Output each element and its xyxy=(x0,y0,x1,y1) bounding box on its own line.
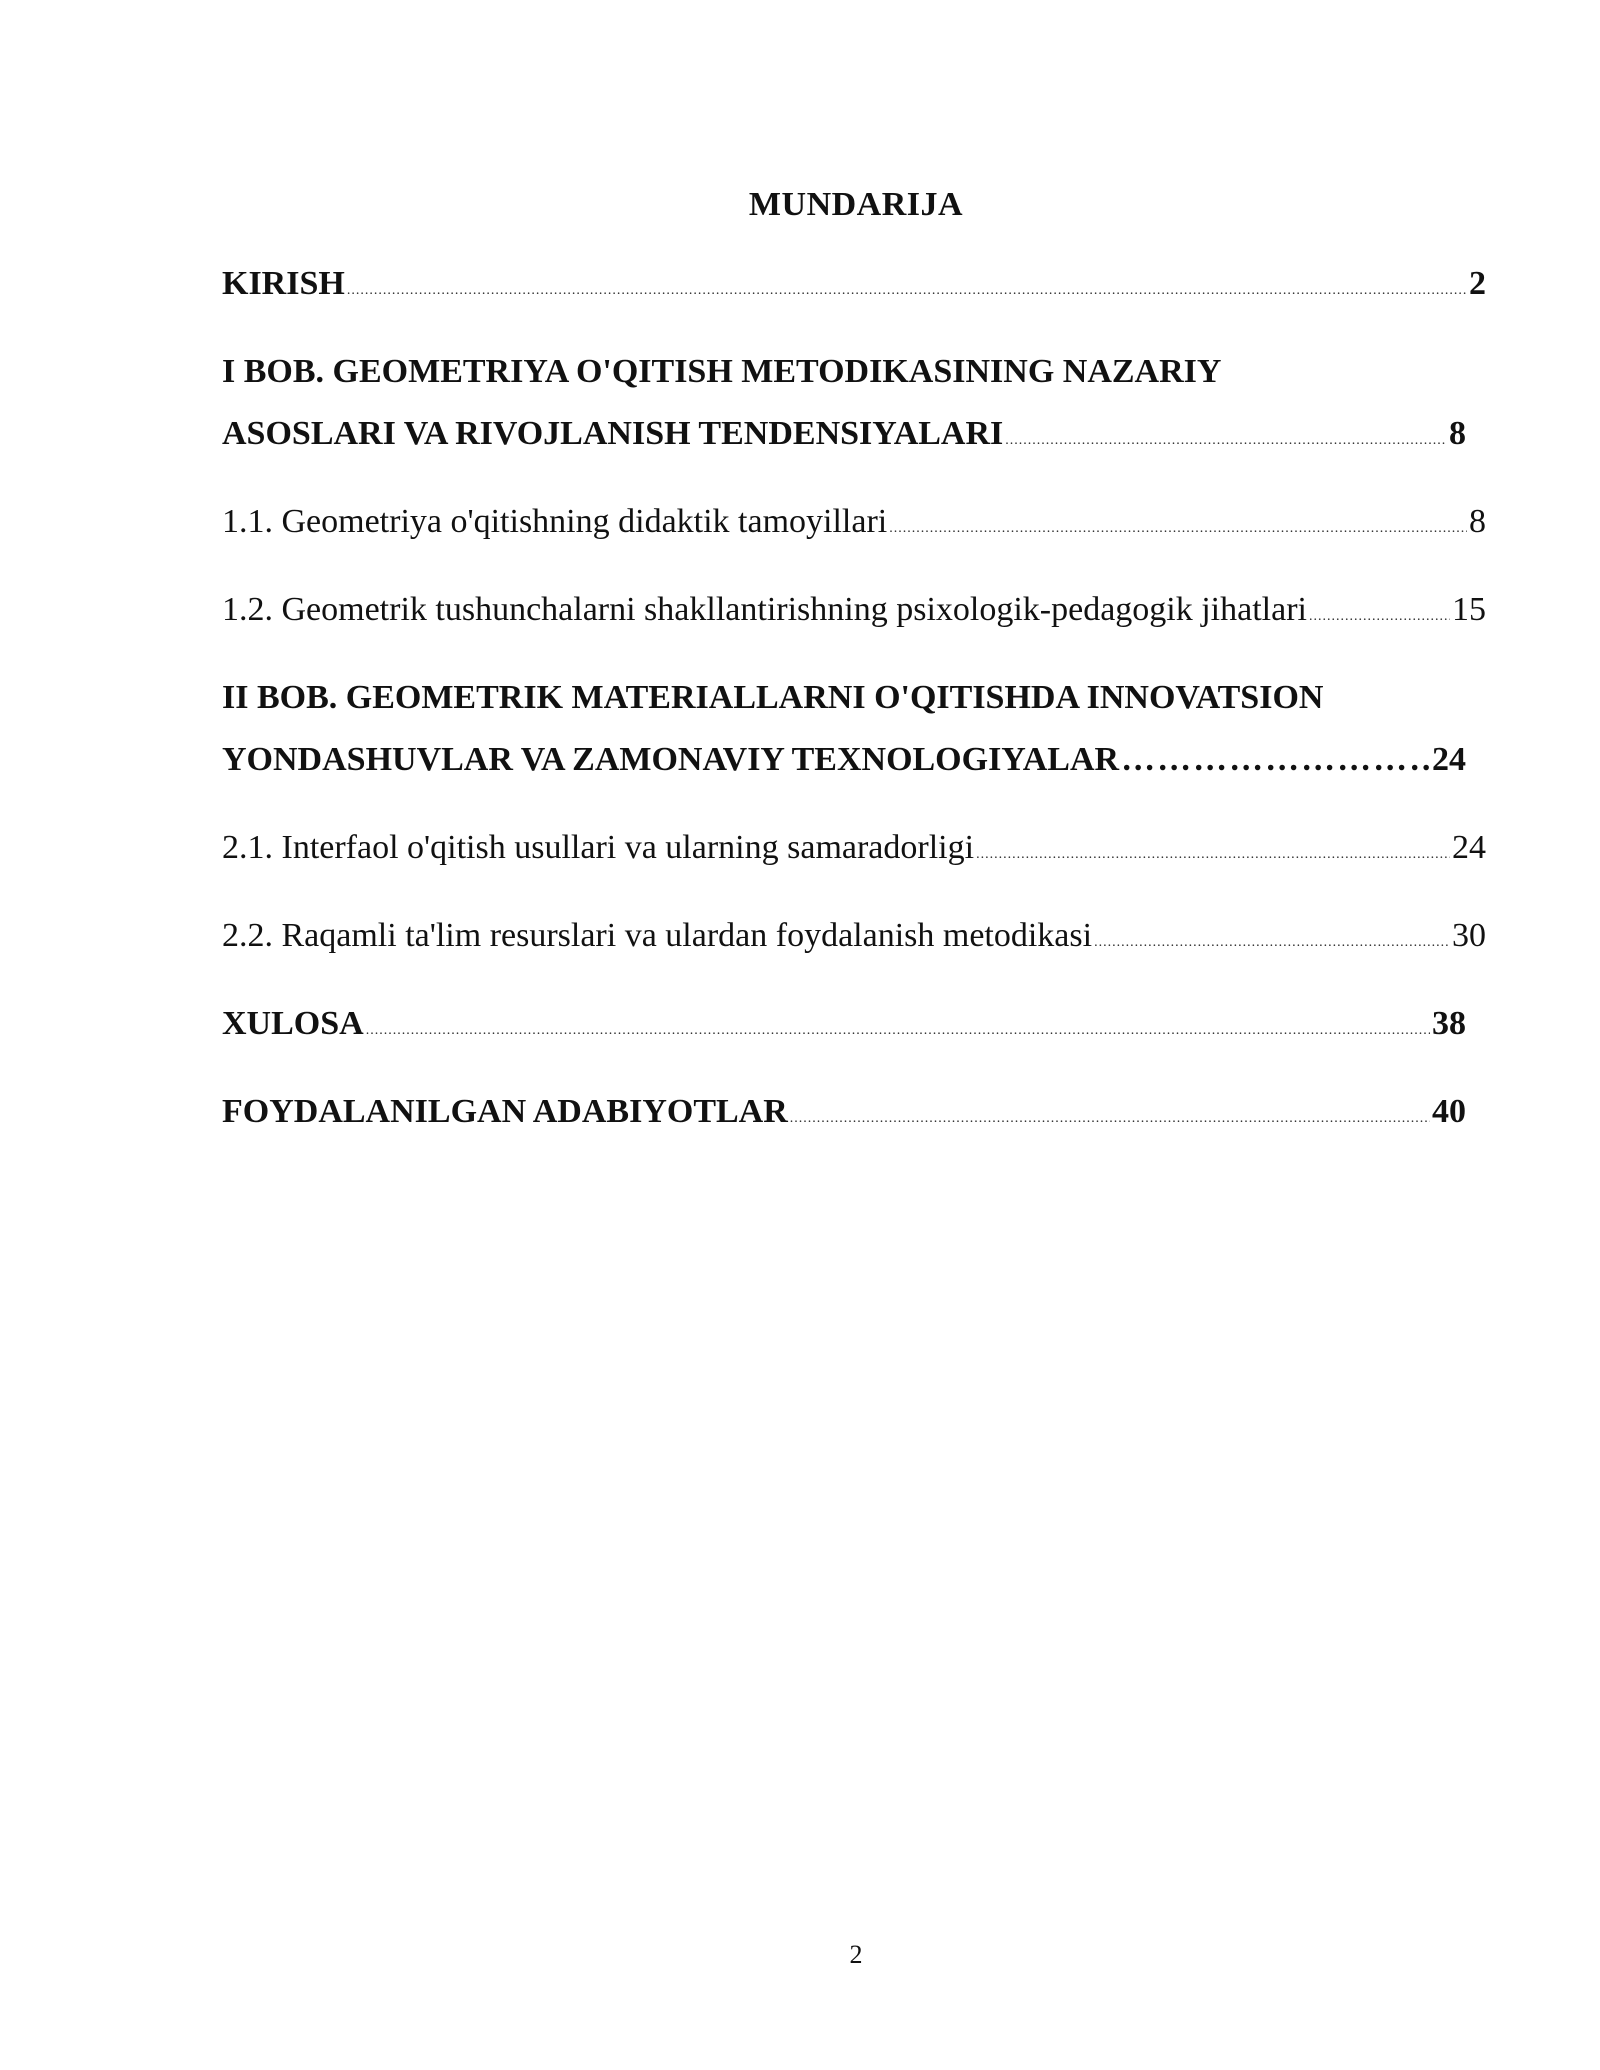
toc-entry-kirish[interactable] xyxy=(222,264,1486,311)
toc-entry-section-1-1[interactable] xyxy=(222,502,1486,549)
dot-leader xyxy=(366,1011,1430,1051)
toc-entry-title-line2: ASOSLARI VA RIVOJLANISH TENDENSIYALARI xyxy=(222,415,1004,452)
toc-page-number: 30 xyxy=(1452,917,1486,954)
toc-entry-section-2-2[interactable] xyxy=(222,916,1486,963)
toc-title: MUNDARIJA xyxy=(748,186,964,223)
toc-page-number: 2 xyxy=(1469,265,1486,302)
toc-entry-title: FOYDALANILGAN ADABIYOTLAR xyxy=(222,1093,788,1130)
toc-page-number: 8 xyxy=(1449,415,1466,452)
toc-page-number: 24 xyxy=(1452,829,1486,866)
dot-leader xyxy=(1121,740,1430,780)
toc-page-number: 15 xyxy=(1452,591,1486,628)
toc-entry-title: 1.1. Geometriya o'qitishning didaktik tamoyillari xyxy=(222,503,888,540)
toc-entry-title-line1: I BOB. GEOMETRIYA O'QITISH METODIKASINING NAZARIY xyxy=(222,353,1222,390)
toc-entry-chapter-1[interactable] xyxy=(222,352,1486,461)
toc-page-number: 8 xyxy=(1469,503,1486,540)
toc-entry-title-line2: YONDASHUVLAR VA ZAMONAVIY TEXNOLOGIYALAR xyxy=(222,741,1120,778)
dot-leader xyxy=(889,509,1467,549)
toc-entry-chapter-2[interactable] xyxy=(222,678,1486,780)
toc-page-number: 40 xyxy=(1432,1093,1466,1130)
toc-entry-section-1-2[interactable] xyxy=(222,590,1486,637)
dot-leader xyxy=(1094,923,1450,963)
toc-page-number: 24 xyxy=(1432,741,1466,778)
toc-entry-title: 2.2. Raqamli ta'lim resurslari va ulardan foydalanish metodikasi xyxy=(222,917,1093,954)
toc-entry-title: KIRISH xyxy=(222,265,345,302)
toc-entry-title-line1: II BOB. GEOMETRIK MATERIALLARNI O'QITISHDA INNOVATSION xyxy=(222,679,1324,716)
toc-entry-title: 2.1. Interfaol o'qitish usullari va ularning samaradorligi xyxy=(222,829,975,866)
dot-leader xyxy=(790,1099,1430,1139)
toc-entry-title: 1.2. Geometrik tushunchalarni shakllantirishning psixologik-pedagogik jihatlari xyxy=(222,591,1307,628)
page-number-footer: 2 xyxy=(849,1940,863,1969)
dot-leader xyxy=(1005,421,1447,461)
toc-entry-section-2-1[interactable] xyxy=(222,828,1486,875)
dot-leader xyxy=(976,835,1450,875)
dot-leader xyxy=(347,271,1467,311)
toc-entry-references[interactable] xyxy=(222,1092,1486,1139)
dot-leader xyxy=(1309,597,1450,637)
toc-page-number: 38 xyxy=(1432,1005,1466,1042)
toc-entry-xulosa[interactable] xyxy=(222,1004,1486,1051)
toc-entry-title: XULOSA xyxy=(222,1005,364,1042)
